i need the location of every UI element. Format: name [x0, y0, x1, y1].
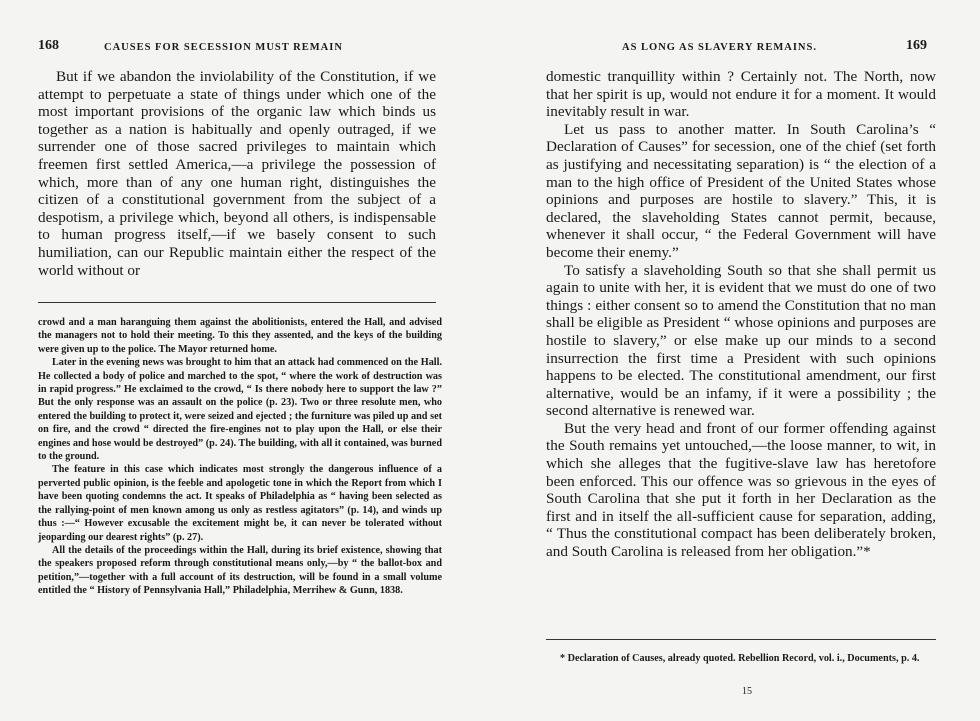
- left-footnotes: [38, 316, 442, 598]
- signature-mark: 15: [742, 686, 752, 697]
- footnote-paragraph: All the details of the proceedings within the Hall, during its brief existence, showing that the speakers proposed reform through constitutional means only,—by “ the ballot-box and petition,”—together with a full account of its destruction, will be found in a small volume entitled the “ History of Pennsylvania Hall,” Philadelphia, Merrihew & Gunn, 1838.: [38, 544, 442, 597]
- right-body-text: [546, 68, 936, 561]
- footnote-paragraph: Later in the evening news was brought to him that an attack had commenced on the Hall. He collected a body of police and marched to the spot, “ where the work of destruction was in rapid progress.” He exclaimed to the crowd, “ Is there nobody here to support the law ?” But the only response was an assault on the police (p. 23). Two or three resolute men, who entered the building to protect it, were seized and ejected ; the furniture was piled up and set on fire, and the crowd “ directed the fire-engines not to play upon the Hall, or else their engines and hose would be destroyed” (p. 24). The building, with all it contained, was burned to the ground.: [38, 357, 442, 463]
- footnote-paragraph: crowd and a man haranguing them against the abolitionists, entered the Hall, and advised the managers not to hold their meeting. To this they assented, and the keys of the building were given up to the police. The Mayor returned home.: [38, 317, 442, 355]
- body-paragraph: To satisfy a slaveholding South so that she shall permit us again to unite with her, it is evident that we must do one of two things : either consent so to amend the Constitution that no man shall be eligible as President “ whose opinions and purposes are hostile to slavery,” or else make up our minds to a second insurrection the first time a President with such opinions happens to be elected. The constitutional amendment, our first alternative, would be an infamy, if it were a possibility ; the second alternative is renewed war.: [546, 261, 936, 420]
- body-paragraph: But if we abandon the inviolability of the Constitution, if we attempt to perpetuate a state of things under which one of the most important provisions of the organic law which binds us together as a nation is habitually and openly outraged, if we surrender one of those sacred privileges to maintain which freemen first settled America,—a privilege the possession of which, more than of any one human right, distinguishes the citizen of a constitutional government from the subject of a despotism, a privilege which, beyond all others, is indispensable to human progress itself,—if we basely consent to such humiliation, can our Republic maintain either the respect of the world without or: [38, 68, 436, 279]
- body-paragraph: domestic tranquillity within ? Certainly not. The North, now that her spirit is up, would not endure it for a moment. It would inevitably result in war.: [546, 68, 936, 121]
- right-page-number: 169: [906, 38, 927, 53]
- left-page-number: 168: [38, 38, 59, 53]
- body-paragraph: But the very head and front of our former offending against the South remains yet untouched,—the loose manner, to wit, in which she alleges that the fugitive-slave law has heretofore been enforced. This our offence was so grievous in the eyes of South Carolina that she put it forth in her Declaration as the first and in itself the all-sufficient cause for separation, adding, “ Thus the constitutional compact has been deliberately broken, and South Carolina is released from her obligation.”*: [546, 419, 936, 561]
- footnote-divider: [546, 639, 936, 640]
- right-page: [490, 0, 980, 721]
- footnote-paragraph: The feature in this case which indicates most strongly the dangerous influence of a perverted public opinion, is the feeble and apologetic tone in which the Report from which I have been quoting condemns the act. It speaks of Philadelphia as “ having been selected as the rallying-point of men known among us only as restless agitators” (p. 14), and winds up thus :—“ However excusable the excitement might be, it can never be tolerated without jeoparding our dearest rights” (p. 27).: [38, 464, 442, 543]
- left-running-head: CAUSES FOR SECESSION MUST REMAIN: [104, 42, 343, 53]
- footnote-paragraph: * Declaration of Causes, already quoted. Rebellion Record, vol. i., Documents, p. 4.: [560, 653, 920, 664]
- right-running-head: AS LONG AS SLAVERY REMAINS.: [622, 42, 817, 53]
- left-body-text: [38, 68, 436, 279]
- footnote-divider: [38, 302, 436, 303]
- right-footnotes: [546, 652, 938, 665]
- body-paragraph: Let us pass to another matter. In South Carolina’s “ Declaration of Causes” for secession, one of the chief (set forth as justifying and necessitating separation) is “ the election of a man to the high office of President of the United States whose opinions and purposes are hostile to slavery.” This, it is declared, the slaveholding States cannot permit, because, whenever it shall occur, “ the Federal Government will have become their enemy.”: [546, 120, 936, 261]
